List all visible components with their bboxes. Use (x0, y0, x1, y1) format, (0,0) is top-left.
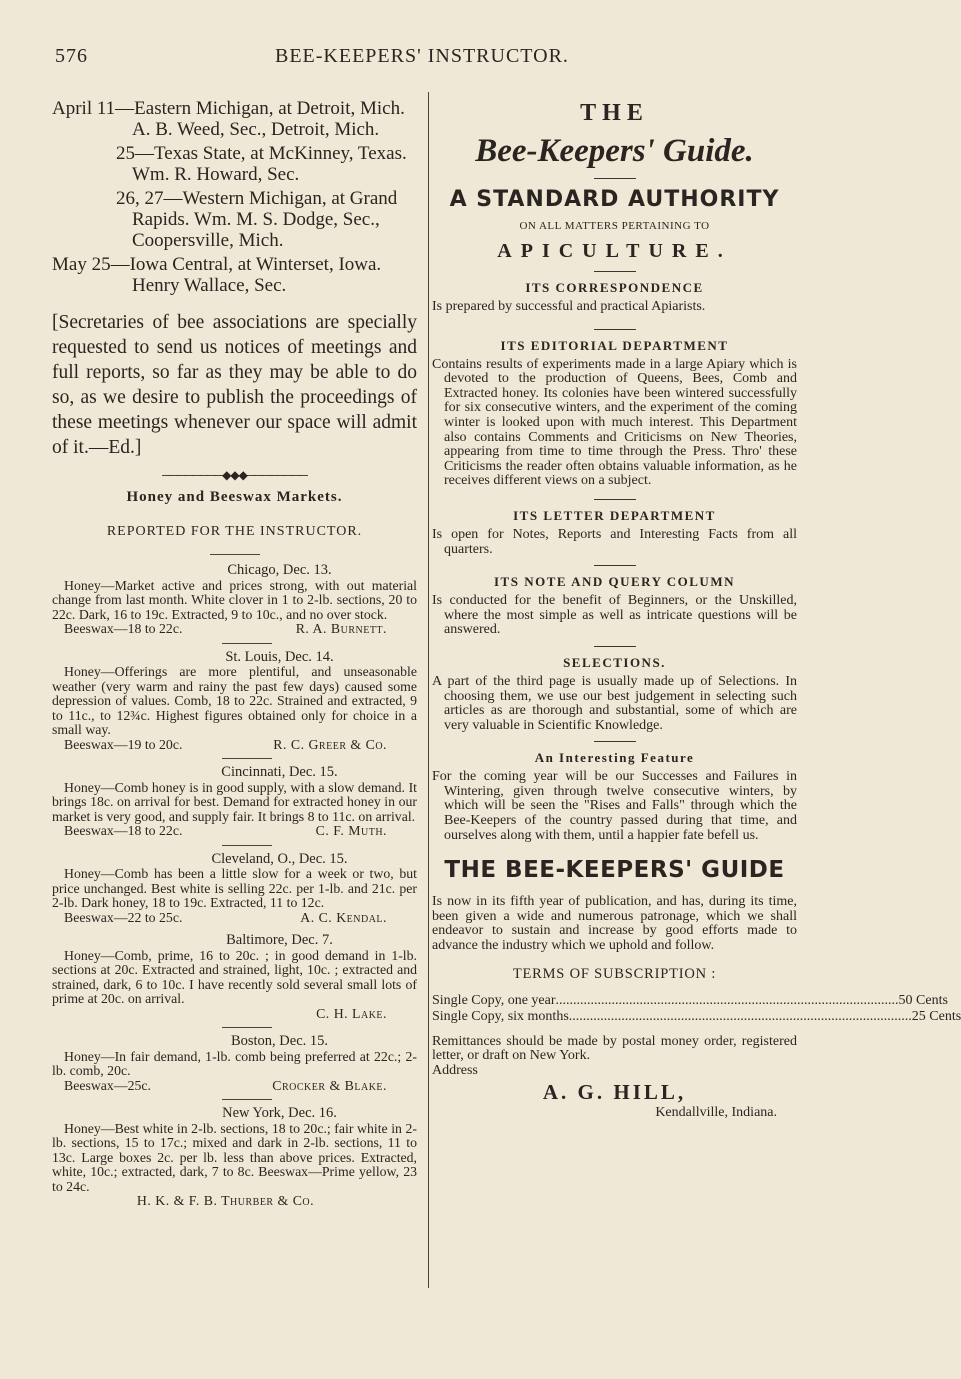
section-text: Is conducted for the benefit of Beginners, or the Unskilled, where the most simple as well as intricate questions will be answered. (432, 593, 797, 638)
ornament-divider: ────────◆◆◆──────── (162, 468, 307, 482)
publisher-city: Kendallville, Indiana. (655, 1105, 777, 1121)
report-dateline: Boston, Dec. 15. (230, 1033, 329, 1049)
remittance-note: Remittances should be made by postal money order, registered letter, or draft on New York. (432, 1033, 797, 1064)
report-dateline: Cincinnati, Dec. 15. (221, 764, 338, 780)
pertaining-line: ON ALL MATTERS PERTAINING TO (519, 220, 710, 232)
section-text: Contains results of experiments made in a large Apiary which is devoted to the production of Queens, Bees, Comb and Extracted honey. Its colonies have been wintered successfully for six consecutive winters, and the experiment of the coming winter is looked upon with much interest. This Department also contains Comments and Criticisms on New Theories, appearing from time to time through the Press. Thro' these Criticisms the reader often obtains valuable information, as he receives different views on a subject. (432, 356, 797, 489)
divider (222, 643, 272, 644)
price-value: 50 Cents (898, 992, 948, 1008)
divider (594, 741, 636, 742)
report-dateline: Baltimore, Dec. 7. (226, 932, 333, 948)
report-reporter: H. K. & F. B. Thurber & Co. (136, 1193, 315, 1208)
report-beeswax: Beeswax—19 to 20c. (64, 736, 183, 752)
market-report (52, 650, 417, 753)
column-divider (428, 92, 429, 1288)
report-reporter: C. F. Muth. (315, 823, 387, 838)
report-dateline: Chicago, Dec. 13. (227, 562, 332, 578)
leader-dots: .................................................................................................. (555, 992, 899, 1008)
report-body: Honey—In fair demand, 1-lb. comb being preferred at 22c.; 2-lb. comb, 20c. (52, 1048, 417, 1078)
section-heading: ITS CORRESPONDENCE (525, 280, 704, 295)
report-reporter: C. H. Lake. (316, 1005, 387, 1021)
divider (210, 554, 260, 555)
price-value: 25 Cents (911, 1008, 961, 1024)
markets-title: Honey and Beeswax Markets. (126, 489, 343, 505)
divider (594, 646, 636, 647)
section-heading: An Interesting Feature (534, 750, 695, 766)
leader-dots: .................................................................................................. (568, 1008, 912, 1024)
section-heading: ITS LETTER DEPARTMENT (513, 507, 716, 523)
price-row (432, 992, 948, 1009)
running-title: BEE-KEEPERS' INSTRUCTOR. (275, 45, 569, 67)
meeting-item: April 11—Eastern Michigan, at Detroit, Mich. A. B. Weed, Sec., Detroit, Mich. (52, 98, 405, 140)
report-body: Honey—Comb has been a little slow for a week or two, but price unchanged. Best white is selling 22c. per 1-lb. and 21c. per 2-lb. Dark honey, 18 to 19c. Extracted, 11 to 12c. (52, 866, 417, 910)
section-text: Is open for Notes, Reports and Interesting Facts from all quarters. (432, 526, 797, 557)
editor-note: [Secretaries of bee associations are specially requested to send us notices of meetings and full reports, so far as they may be able to do so, as we desire to publish the proceedings of these meetings whenever our space will admit of it.—Ed.] (52, 312, 417, 458)
guide-big-title: THE BEE-KEEPERS' GUIDE (444, 857, 785, 884)
section-heading: ITS EDITORIAL DEPARTMENT (500, 337, 729, 353)
report-body: Honey—Best white in 2-lb. sections, 18 to 20c.; fair white in 2-lb. sections, 15 to 17c.; mixed and dark in 2-lb. sections, 11 to 13c. Large boxes 2c. per lb. less than above prices. Extracted, white, 10c.; extracted, dark, 7 to 8c. Beeswax—Prime yellow, 23 to 24c. (52, 1120, 417, 1194)
divider (222, 1027, 272, 1028)
section-text: For the coming year will be our Successes and Failures in Wintering, given through twelve consecutive winters, by which will be seen the "Rises and Falls" through which the Bee-Keepers of the country passed during that time, and ourselves along with them, until a happier fate befell us. (432, 769, 797, 843)
report-beeswax: Beeswax—25c. (64, 1077, 151, 1093)
market-report (52, 852, 417, 926)
apiculture-heading: APICULTURE. (497, 240, 732, 262)
market-report (52, 765, 417, 839)
divider (594, 271, 636, 272)
markets-subtitle: REPORTED FOR THE INSTRUCTOR. (106, 524, 363, 539)
section-text: A part of the third page is usually made up of Selections. In choosing them, we use our best judgement in selecting such articles as are thorough and substantial, some of which are very valuable in Scientific Knowledge. (432, 673, 797, 733)
terms-title: TERMS OF SUBSCRIPTION : (512, 965, 717, 982)
price-label: Single Copy, one year (432, 992, 556, 1008)
divider (222, 845, 272, 846)
left-column (52, 98, 417, 1213)
report-dateline: New York, Dec. 16. (222, 1105, 337, 1121)
report-beeswax: Beeswax—18 to 22c. (64, 621, 183, 636)
right-column-advert (432, 98, 961, 1121)
market-report (52, 1106, 417, 1209)
market-report (52, 933, 417, 1021)
report-body: Honey—Offerings are more plentiful, and unseasonable weather (very warm and rainy the past few days) caused some depression of values. Comb, 18 to 22c. Strained and extracted, 9 to 11c., to 12¾c. Highest figures obtained only for choice in a small way. (52, 664, 417, 737)
report-beeswax: Beeswax—22 to 25c. (64, 909, 183, 925)
report-body: Honey—Market active and prices strong, with out material change from last month. White clover in 1 to 2-lb. sections, 20 to 22c. Dark, 16 to 19c. Extracted, 9 to 10c., and no over stock. (52, 577, 417, 622)
advert-title: Bee-Keepers' Guide. (475, 133, 754, 169)
divider (222, 758, 272, 759)
section-heading: SELECTIONS. (563, 654, 666, 670)
section-heading: ITS NOTE AND QUERY COLUMN (494, 574, 735, 590)
market-report (52, 1034, 417, 1093)
divider (222, 1099, 272, 1100)
report-dateline: Cleveland, O., Dec. 15. (211, 850, 348, 867)
page-number: 576 (55, 45, 88, 67)
meeting-item: 25—Texas State, at McKinney, Texas. Wm. R. Howard, Sec. (116, 143, 407, 185)
price-row (432, 1008, 961, 1025)
address-label: Address (432, 1062, 478, 1078)
section-text: Is prepared by successful and practical Apiarists. (432, 299, 706, 314)
report-reporter: R. A. Burnett. (295, 621, 387, 636)
advert-the: THE (580, 100, 649, 126)
divider (594, 178, 636, 179)
meeting-item: May 25—Iowa Central, at Winterset, Iowa. Henry Wallace, Sec. (52, 254, 382, 296)
market-report (52, 563, 417, 637)
report-beeswax: Beeswax—18 to 22c. (64, 823, 183, 838)
report-reporter: Crocker & Blake. (272, 1077, 387, 1093)
meeting-item: 26, 27—Western Michigan, at Grand Rapids. Wm. M. S. Dodge, Sec., Coopersville, Mich. (116, 188, 398, 251)
report-reporter: R. C. Greer & Co. (273, 736, 387, 752)
divider (594, 565, 636, 566)
divider (594, 499, 636, 500)
report-body: Honey—Comb honey is in good supply, with a slow demand. It brings 18c. on arrival for best. Demand for extracted honey in our market is very good, and supply fair. It brings 8 to 11c. on arrival. (52, 779, 417, 824)
standard-authority: A STANDARD AUTHORITY (449, 187, 780, 212)
meetings-list (52, 98, 417, 296)
divider (594, 329, 636, 330)
report-dateline: St. Louis, Dec. 14. (225, 648, 334, 665)
publisher-name: A. G. HILL, (542, 1080, 687, 1105)
report-body: Honey—Comb, prime, 16 to 20c. ; in good demand in 1-lb. sections at 20c. Extracted and strained, light, 10c. ; extracted and strained, dark, 6 to 10c. I have recently sold several small lots of prime at 20c. on arrival. (52, 947, 417, 1006)
guide-intro: Is now in its fifth year of publication, and has, during its time, been given a wide and numerous patronage, which we shall endeavor to sustain and increase by good efforts made to advance the industry which we uphold and follow. (432, 894, 797, 954)
report-reporter: A. C. Kendal. (300, 909, 387, 925)
price-label: Single Copy, six months (432, 1008, 569, 1024)
